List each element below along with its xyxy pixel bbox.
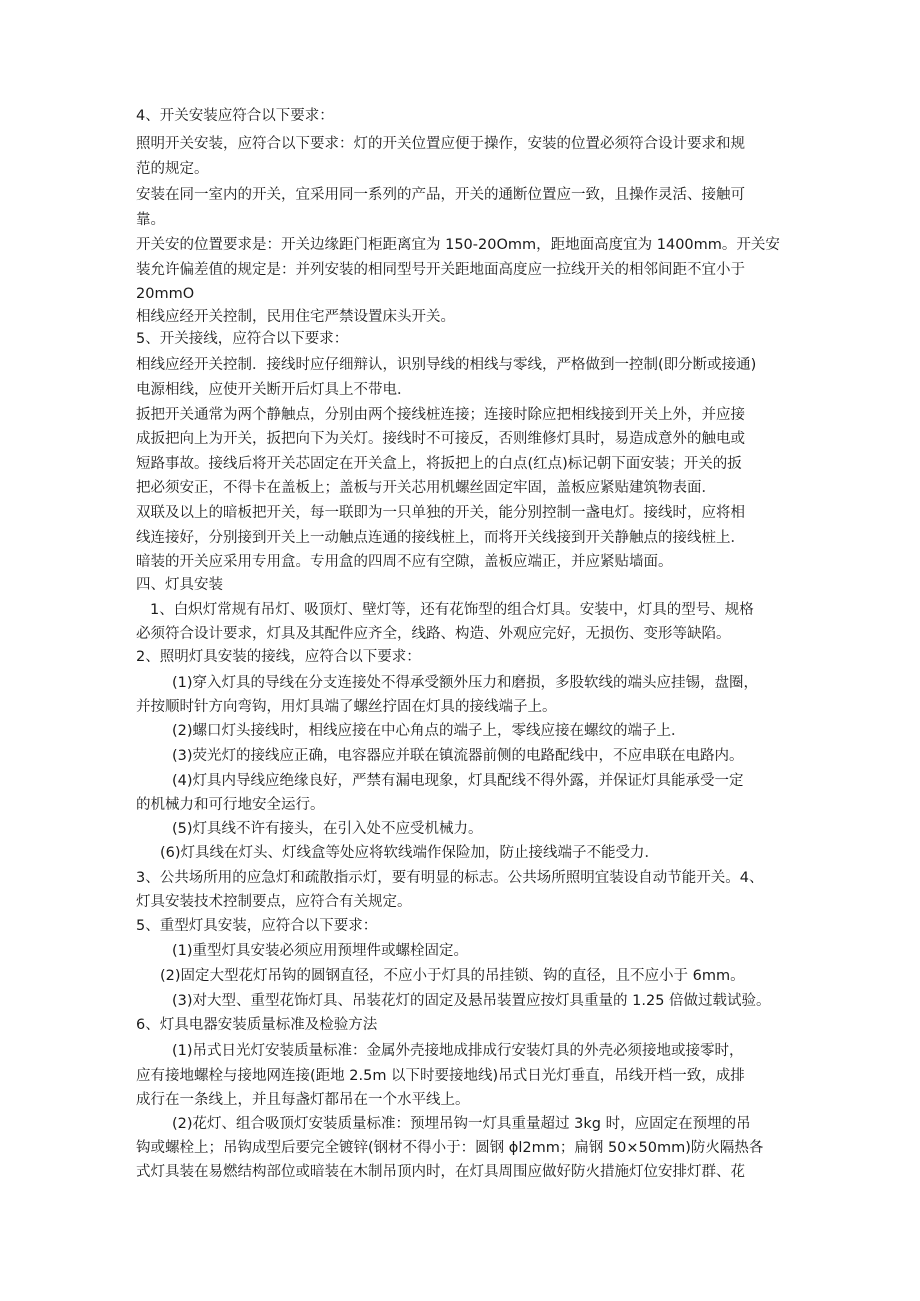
text-line: 照明开关安装，应符合以下要求：灯的开关位置应便于操作，安装的位置必须符合设计要求和规 — [136, 136, 745, 152]
text-line: (3)荧光灯的接线应正确，电容器应并联在镇流器前侧的电路配线中，不应串联在电路内。 — [172, 748, 744, 764]
text-line: 20mmO — [136, 286, 195, 302]
text-line: 并按顺时针方向弯钩，用灯具端了螺丝拧固在灯具的接线端子上。 — [136, 699, 557, 715]
text-line: 灯具安装技术控制要点，应符合有关规定。 — [136, 894, 412, 910]
text-line: 电源相线，应使开关断开后灯具上不带电． — [136, 382, 412, 398]
text-line: (5)灯具线不许有接头，在引入处不应受机械力。 — [172, 821, 483, 837]
text-line: 应有接地螺栓与接地网连接(距地 2.5m 以下时要接地线)吊式日光灯垂直，吊线开档一致，成排 — [136, 1068, 745, 1084]
text-line: 5、重型灯具安装，应符合以下要求： — [136, 918, 378, 934]
text-line: 暗装的开关应采用专用盒。专用盒的四周不应有空隙，盖板应端正，并应紧贴墙面。 — [136, 554, 673, 570]
text-line: 双联及以上的暗板把开关，每一联即为一只单独的开关，能分别控制一盏电灯。接线时，应将相 — [136, 505, 745, 521]
text-line: 线连接好，分别接到开关上一动触点连通的接线桩上，而将开关线接到开关静触点的接线桩上． — [136, 530, 745, 546]
text-line: 扳把开关通常为两个静触点，分别由两个接线桩连接；连接时除应把相线接到开关上外，并应接 — [136, 407, 745, 423]
text-line: (2)固定大型花灯吊钩的圆钢直径，不应小于灯具的吊挂锁、钩的直径，且不应小于 6mm。 — [160, 968, 745, 984]
text-line: 6、灯具电器安装质量标准及检验方法 — [136, 1017, 378, 1033]
text-line: 2、照明灯具安装的接线，应符合以下要求： — [136, 649, 421, 665]
text-line: (2)螺口灯头接线时，相线应接在中心角点的端子上，零线应接在螺纹的端子上． — [172, 723, 686, 739]
text-line: (1)穿入灯具的导线在分支连接处不得承受额外压力和磨损，多股软线的端头应挂锡，盘圈， — [172, 675, 759, 691]
text-line: 成行在一条线上，并且每盏灯都吊在一个水平线上。 — [136, 1092, 470, 1108]
text-line: 的机械力和可行地安全运行。 — [136, 797, 325, 813]
text-line: (1)吊式日光灯安装质量标准：金属外壳接地成排成行安装灯具的外壳必须接地或接零时， — [172, 1043, 744, 1059]
text-line: 成扳把向上为开关，扳把向下为关灯。接线时不可接反，否则维修灯具时，易造成意外的触电或 — [136, 431, 745, 447]
text-line: 把必须安正，不得卡在盖板上；盖板与开关芯用机螺丝固定牢固，盖板应紧贴建筑物表面． — [136, 480, 716, 496]
text-line: (6)灯具线在灯头、灯线盒等处应将软线端作保险加，防止接线端子不能受力． — [160, 845, 660, 861]
text-line: 靠。 — [136, 212, 165, 228]
text-line: 安装在同一室内的开关，宜采用同一系列的产品，开关的通断位置应一致，且操作灵活、接触可 — [136, 187, 745, 203]
text-line: 装允许偏差值的规定是：并列安装的相同型号开关距地面高度应一拉线开关的相邻间距不宜小于 — [136, 262, 745, 278]
text-line: 开关安的位置要求是：开关边缘距门柜距离宜为 150-20Omm，距地面高度宜为 1400mm。开关安 — [136, 237, 780, 253]
text-line: 3、公共场所用的应急灯和疏散指示灯，要有明显的标志。公共场所照明宜装设自动节能开关。4、 — [136, 870, 764, 886]
text-line: 钩或螺栓上；吊钩成型后要完全镀锌(钢材不得小于：圆钢 ϕl2mm；扁钢 50×50mm)防火隔热各 — [136, 1140, 764, 1156]
text-line: (4)灯具内导线应绝缘良好，严禁有漏电现象，灯具配线不得外露，并保证灯具能承受一定 — [172, 773, 744, 789]
text-line: (2)花灯、组合吸顶灯安装质量标准：预埋吊钩一灯具重量超过 3kg 时，应固定在预埋的吊 — [172, 1116, 751, 1132]
text-line: 必须符合设计要求，灯具及其配件应齐全，线路、构造、外观应完好，无损伤、变形等缺陷。 — [136, 626, 731, 642]
text-line: 相线应经开关控制．接线时应仔细辩认，识别导线的相线与零线，严格做到一控制(即分断或接通) — [136, 357, 757, 373]
text-line: (1)重型灯具安装必须应用预埋件或螺栓固定。 — [172, 943, 469, 959]
text-line: 5、开关接线，应符合以下要求： — [136, 331, 349, 347]
text-line: 范的规定。 — [136, 161, 209, 177]
text-line: 相线应经开关控制，民用住宅严禁设置床头开关。 — [136, 309, 455, 325]
text-line: 4、开关安装应符合以下要求： — [136, 108, 334, 124]
text-line: 短路事故。接线后将开关芯固定在开关盒上，将扳把上的白点(红点)标记朝下面安装；开关的扳 — [136, 456, 742, 472]
section-heading: 四、灯具安装 — [136, 577, 223, 593]
text-line: 式灯具装在易燃结构部位或暗装在木制吊顶内时，在灯具周围应做好防火措施灯位安排灯群、花 — [136, 1164, 745, 1180]
text-line: 1、白炽灯常规有吊灯、吸顶灯、壁灯等，还有花饰型的组合灯具。安装中，灯具的型号、规格 — [150, 602, 754, 618]
text-line: (3)对大型、重型花饰灯具、吊装花灯的固定及悬吊装置应按灯具重量的 1.25 倍做过载试验。 — [172, 993, 771, 1009]
